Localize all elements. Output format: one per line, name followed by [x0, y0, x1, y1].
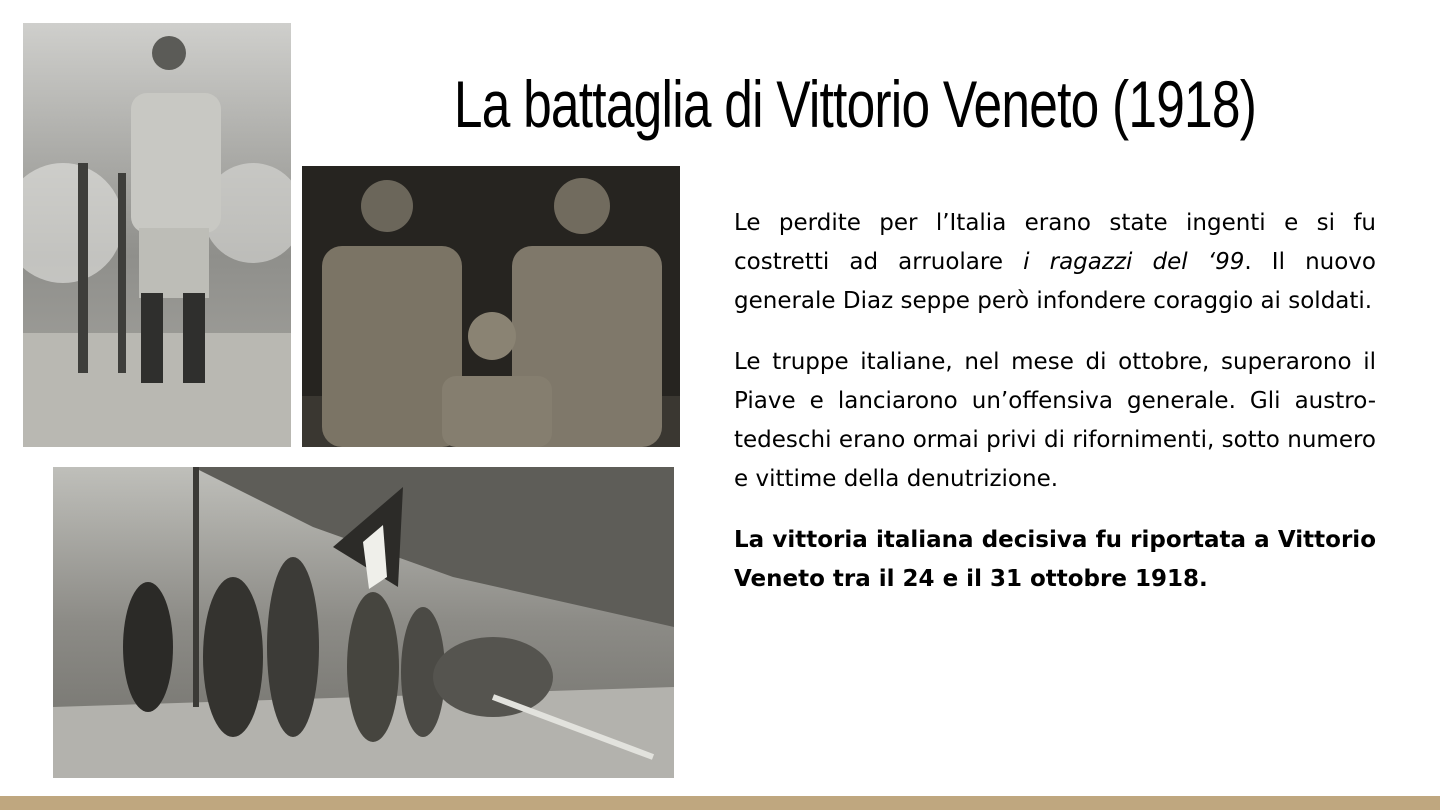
photo-troops-marching: [53, 467, 674, 778]
paragraph-3-conclusion: La vittoria italiana decisiva fu riportata a Vittorio Veneto tra il 24 e il 31 ottobre 1918.: [734, 527, 1376, 592]
paragraph-1-text-b: . Il nuovo generale Diaz seppe però infondere coraggio ai soldati.: [734, 249, 1376, 314]
bottom-accent-bar: [0, 796, 1440, 810]
paragraph-1-text-a: Le perdite per l’Italia erano state ingenti e si fu costretti ad arruolare: [734, 210, 1376, 275]
paragraph-1: [734, 204, 1376, 321]
photo-three-soldiers: [302, 166, 680, 447]
paragraph-2: Le truppe italiane, nel mese di ottobre, superarono il Piave e lanciarono un’offensiva generale. Gli austro-tedeschi erano ormai privi di rifornimenti, sotto numero e vittime della denutrizione.: [734, 349, 1376, 492]
slide-body: [734, 204, 1376, 621]
slide-title: La battaglia di Vittorio Veneto (1918): [453, 67, 1257, 141]
paragraph-1-italic: i ragazzi del ‘99: [1023, 249, 1245, 275]
photo-young-soldier: [23, 23, 291, 447]
